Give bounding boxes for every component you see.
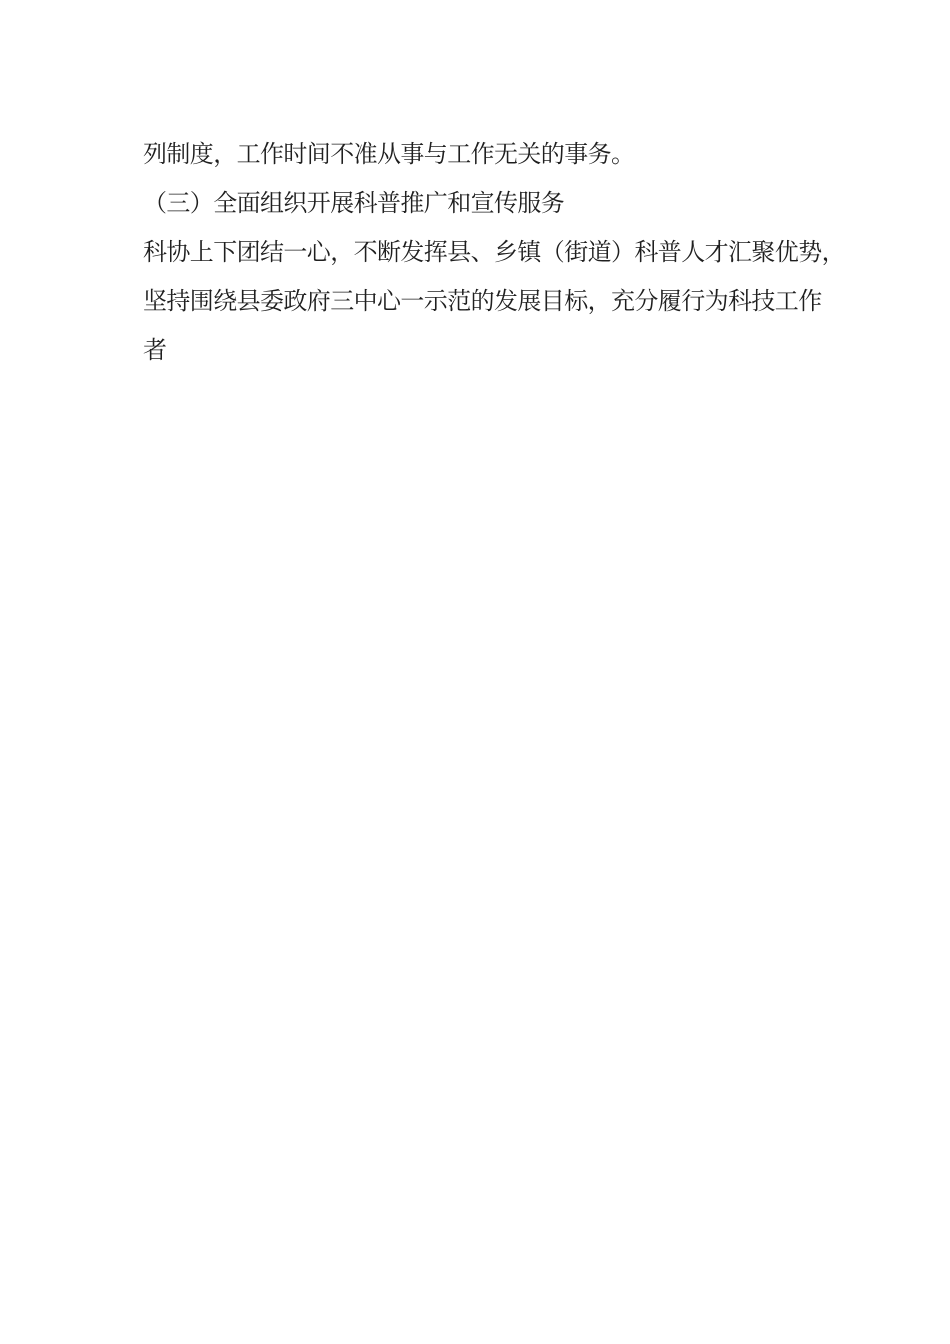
paragraph-line-3: 坚持围绕县委政府三中心一示范的发展目标，充分履行为科技工作 [143,289,822,315]
document-text-block [143,131,843,376]
paragraph-line-1: 列制度，工作时间不准从事与工作无关的事务。 [143,142,635,168]
paragraph-line-4: 者 [143,338,167,364]
paragraph-line-2: 科协上下团结一心，不断发挥县、乡镇（街道）科普人才汇聚优势， [143,240,845,266]
section-heading-line: （三）全面组织开展科普推广和宣传服务 [143,191,565,217]
